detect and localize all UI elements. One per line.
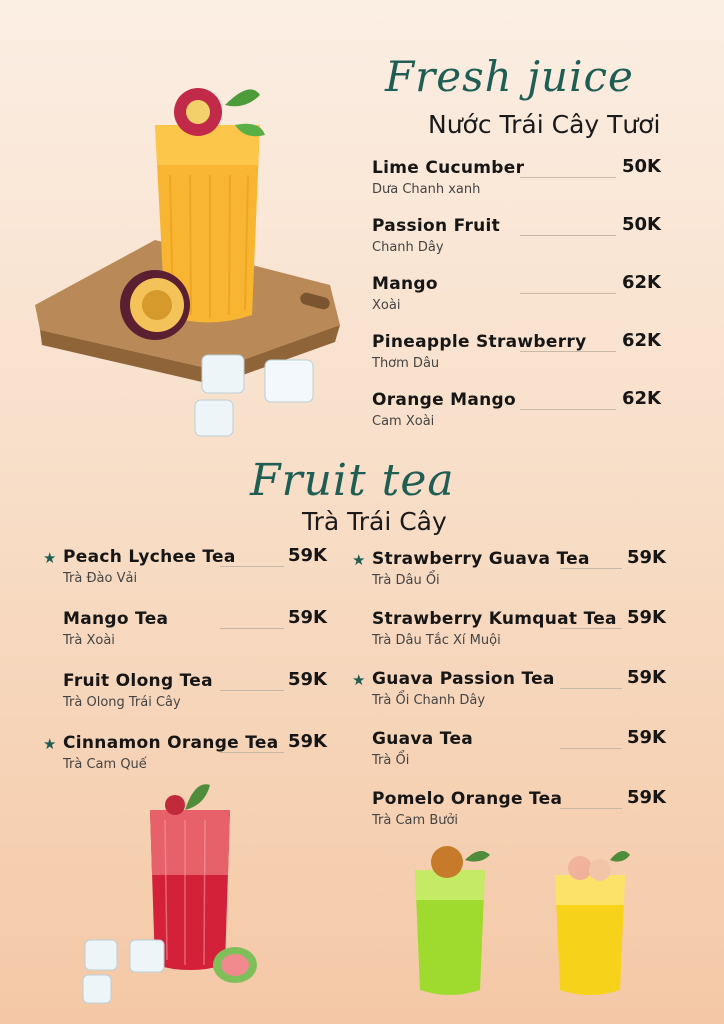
item-subtitle: Chanh Dây xyxy=(372,240,444,255)
fresh-juice-subtitle: Nước Trái Cây Tươi xyxy=(428,110,661,139)
item-price: 50K xyxy=(622,214,661,235)
item-price: 59K xyxy=(627,547,666,568)
item-name: Mango xyxy=(372,274,438,294)
item-subtitle: Trà Xoài xyxy=(63,633,115,648)
item-subtitle: Trà Olong Trái Cây xyxy=(63,695,181,710)
item-subtitle: Trà Ổi Chanh Dây xyxy=(372,693,486,708)
item-subtitle: Dưa Chanh xanh xyxy=(372,182,481,197)
item-subtitle: Trà Dâu Ổi xyxy=(372,573,440,588)
item-subtitle: Cam Xoài xyxy=(372,414,435,429)
item-name: Strawberry Kumquat Tea xyxy=(372,609,617,629)
item-name: Pomelo Orange Tea xyxy=(372,789,563,809)
item-price: 59K xyxy=(288,607,327,628)
leader-rule xyxy=(560,688,622,689)
leader-rule xyxy=(220,690,284,691)
item-subtitle: Trà Đào Vải xyxy=(63,571,138,586)
leader-rule xyxy=(220,628,284,629)
item-subtitle: Trà Dâu Tắc Xí Muội xyxy=(372,633,501,648)
item-name: Mango Tea xyxy=(63,609,169,629)
item-name: Strawberry Guava Tea xyxy=(372,549,590,569)
item-name: Fruit Olong Tea xyxy=(63,671,213,691)
star-icon: ★ xyxy=(352,551,366,569)
item-subtitle: Xoài xyxy=(372,298,401,313)
leader-rule xyxy=(560,748,622,749)
fruit-tea-script-title: Fruit tea xyxy=(250,455,455,506)
fruit-tea-subtitle: Trà Trái Cây xyxy=(302,507,447,536)
item-price: 59K xyxy=(288,731,327,752)
item-name: Peach Lychee Tea xyxy=(63,547,236,567)
leader-rule xyxy=(520,235,616,236)
leader-rule xyxy=(560,808,622,809)
item-price: 50K xyxy=(622,156,661,177)
item-name: Passion Fruit xyxy=(372,216,501,236)
item-price: 62K xyxy=(622,330,661,351)
leader-rule xyxy=(220,566,284,567)
leader-rule xyxy=(520,177,616,178)
leader-rule xyxy=(560,628,622,629)
leader-rule xyxy=(220,752,284,753)
item-name: Cinnamon Orange Tea xyxy=(63,733,279,753)
green-and-yellow-tea-photo xyxy=(405,840,645,1020)
item-name: Lime Cucumber xyxy=(372,158,525,178)
item-name: Guava Tea xyxy=(372,729,474,749)
item-price: 59K xyxy=(288,545,327,566)
leader-rule xyxy=(520,293,616,294)
leader-rule xyxy=(520,351,616,352)
item-price: 62K xyxy=(622,272,661,293)
item-price: 59K xyxy=(627,607,666,628)
fresh-juice-photo xyxy=(30,80,350,450)
item-price: 59K xyxy=(627,667,666,688)
item-subtitle: Trà Cam Quế xyxy=(63,757,147,772)
red-tea-photo xyxy=(75,780,265,1010)
item-subtitle: Trà Cam Bưởi xyxy=(372,813,459,828)
item-subtitle: Thơm Dâu xyxy=(372,356,440,371)
leader-rule xyxy=(560,568,622,569)
item-price: 59K xyxy=(288,669,327,690)
leader-rule xyxy=(520,409,616,410)
star-icon: ★ xyxy=(43,549,57,567)
item-name: Orange Mango xyxy=(372,390,516,410)
item-subtitle: Trà Ổi xyxy=(372,753,410,768)
item-name: Guava Passion Tea xyxy=(372,669,555,689)
star-icon: ★ xyxy=(352,671,366,689)
item-price: 59K xyxy=(627,787,666,808)
fresh-juice-script-title: Fresh juice xyxy=(385,52,634,101)
item-price: 62K xyxy=(622,388,661,409)
item-price: 59K xyxy=(627,727,666,748)
item-name: Pineapple Strawberry xyxy=(372,332,587,352)
star-icon: ★ xyxy=(43,735,57,753)
